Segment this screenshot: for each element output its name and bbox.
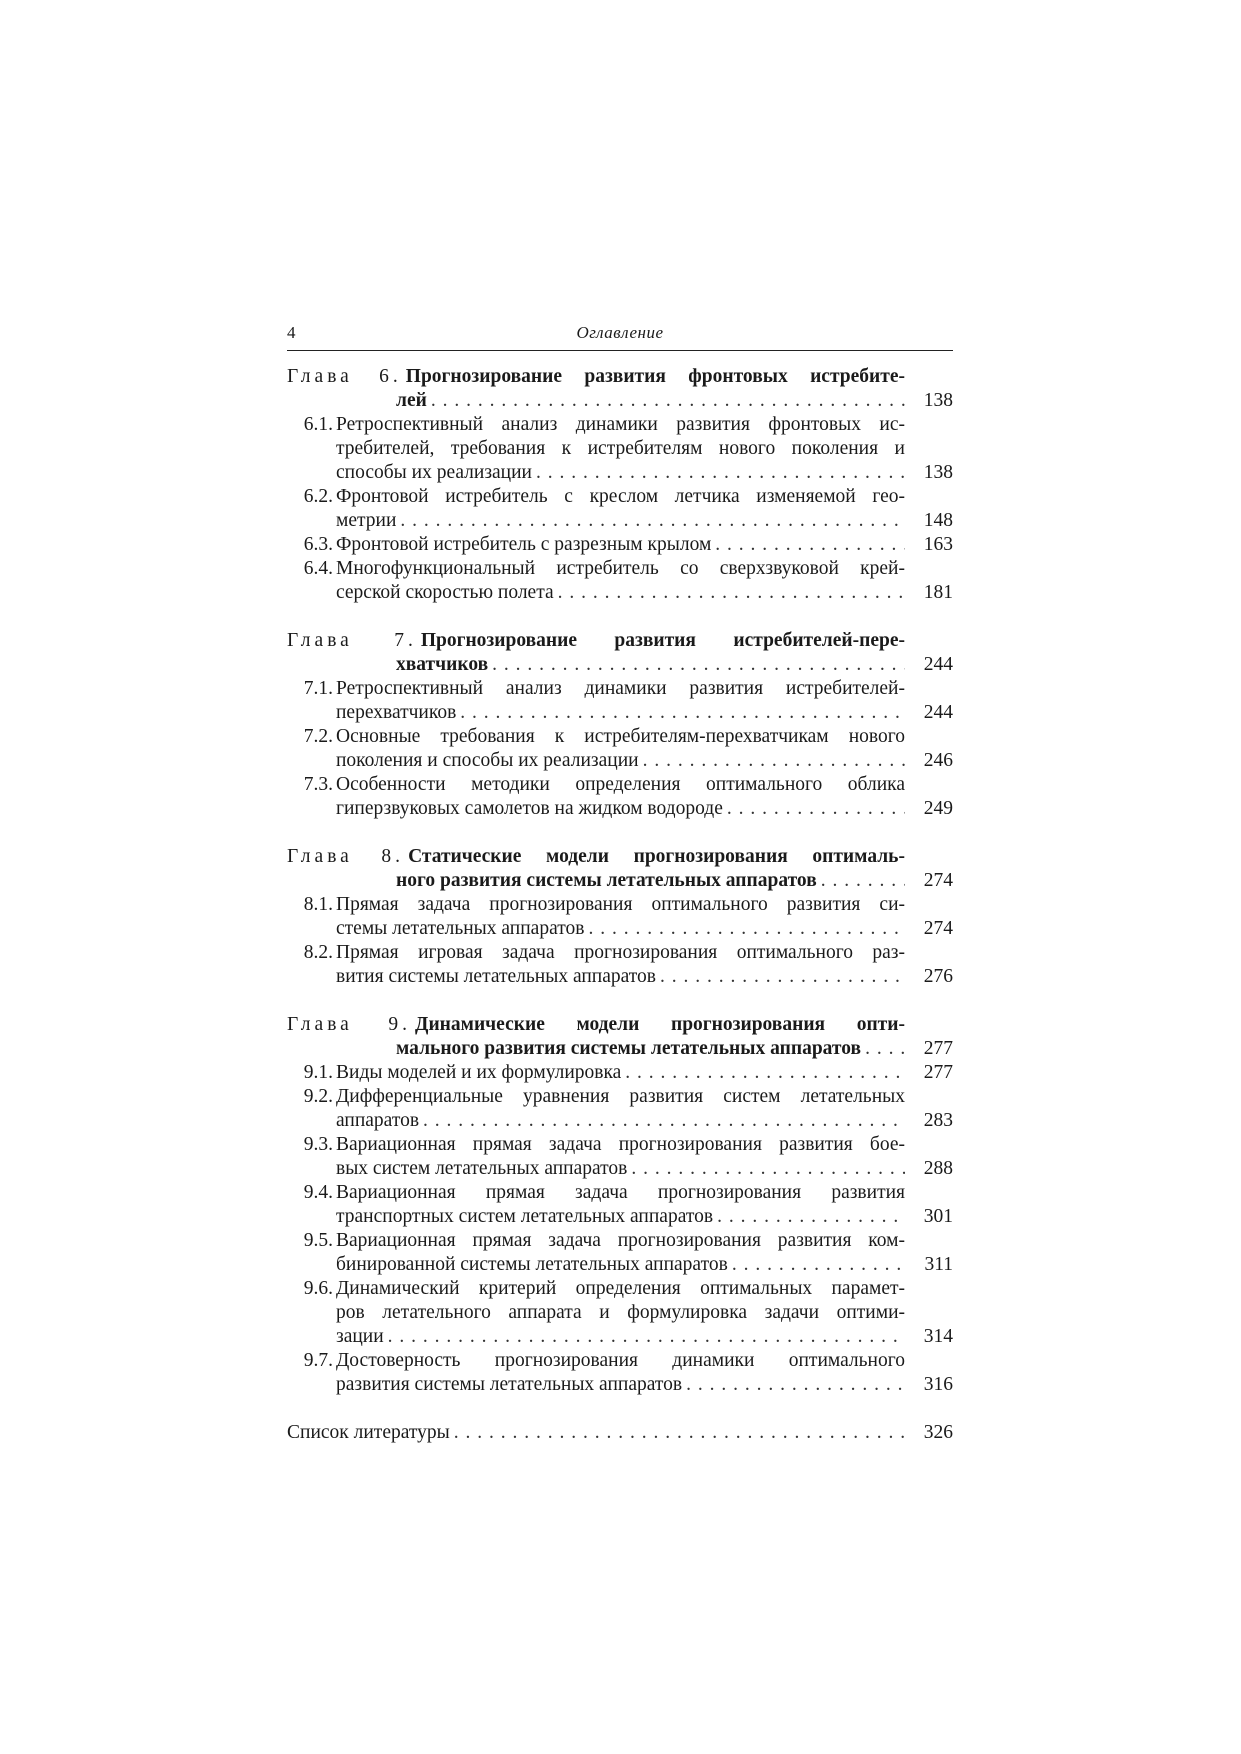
section-number: 9.6.	[303, 1278, 333, 1299]
chapter-title-part1: Прогнозирование развития истребителей-пере-	[420, 630, 905, 651]
chapter-entry	[287, 365, 953, 605]
section-entry[interactable]	[287, 773, 953, 821]
chapter-label: Глава 6.	[287, 366, 402, 387]
chapter-heading-line	[287, 629, 953, 653]
chapter-title-part2: лей	[396, 390, 427, 411]
section-page-number: 311	[924, 1254, 953, 1275]
section-title-last-line	[336, 461, 953, 485]
section-title-text: серской скоростью полета	[336, 582, 554, 603]
leader-dots	[728, 1253, 905, 1277]
section-title-text: бинированной системы летательных аппаратов	[336, 1254, 728, 1275]
chapter-page-number: 138	[923, 390, 953, 411]
chapter-title-part1: Прогнозирование развития фронтовых истребите-	[405, 366, 905, 387]
section-number: 9.5.	[303, 1230, 333, 1251]
leader-dots	[711, 533, 905, 557]
toc-page	[287, 320, 953, 1445]
leader-dots	[656, 965, 905, 989]
leader-dots	[396, 509, 905, 533]
chapter-label: Глава 7.	[287, 630, 417, 651]
chapter-label: Глава 8.	[287, 846, 405, 867]
leader-dots	[554, 581, 905, 605]
section-title-line: ров летательного аппарата и формулировка задачи оптими-	[336, 1302, 905, 1323]
leader-dots	[419, 1109, 905, 1133]
section-number: 9.1.	[303, 1062, 333, 1083]
leader-dots	[488, 653, 905, 677]
chapter-heading-line-last[interactable]	[287, 389, 953, 413]
running-header	[287, 320, 953, 351]
section-title-text: развития системы летательных аппаратов	[336, 1374, 683, 1395]
chapter-heading-line-last[interactable]	[287, 653, 953, 677]
section-entry[interactable]	[287, 725, 953, 773]
section-entry[interactable]	[287, 1181, 953, 1229]
leader-dots	[450, 1421, 905, 1445]
section-title-last-line	[336, 509, 953, 533]
section-title-line: Особенности методики определения оптимального облика	[336, 774, 905, 795]
section-title-last-line	[336, 1373, 953, 1397]
section-title-text: поколения и способы их реализации	[336, 750, 639, 771]
chapter-page-number: 277	[923, 1038, 953, 1059]
section-page-number: 246	[923, 750, 953, 771]
section-title-line: Дифференциальные уравнения развития систем летательных	[336, 1086, 905, 1107]
section-entry[interactable]	[287, 1061, 953, 1085]
section-title-line: Ретроспективный анализ динамики развития фронтовых ис-	[336, 414, 905, 435]
section-number: 7.3.	[303, 774, 333, 795]
section-entry[interactable]	[287, 1133, 953, 1181]
section-number: 6.1.	[303, 414, 333, 435]
section-page-number: 244	[923, 702, 953, 723]
section-title-last-line	[336, 1253, 953, 1277]
leader-dots	[456, 701, 905, 725]
section-number: 7.2.	[303, 726, 333, 747]
section-title-line: Ретроспективный анализ динамики развития истребителей-	[336, 678, 905, 699]
chapter-title-part2: мального развития системы летательных аппаратов	[396, 1038, 862, 1059]
bibliography-label: Список литературы	[287, 1422, 450, 1443]
leader-dots	[532, 461, 905, 485]
section-title-last-line	[336, 749, 953, 773]
chapter-title-part2: ного развития системы летательных аппаратов	[396, 870, 817, 891]
section-title-line: Прямая игровая задача прогнозирования оптимального раз-	[336, 942, 905, 963]
section-title-text: зации	[336, 1326, 384, 1347]
section-entry[interactable]	[287, 1085, 953, 1133]
section-title-text: стемы летательных аппаратов	[336, 918, 585, 939]
leader-dots	[427, 389, 905, 413]
leader-dots	[861, 1037, 905, 1061]
section-entry[interactable]	[287, 533, 953, 557]
section-number: 6.4.	[303, 558, 333, 579]
leader-dots	[723, 797, 905, 821]
section-entry[interactable]	[287, 1349, 953, 1397]
chapter-entry	[287, 629, 953, 821]
section-title-text: Фронтовой истребитель с разрезным крылом	[336, 534, 712, 555]
chapter-title-part2: хватчиков	[396, 654, 489, 675]
section-page-number: 301	[923, 1206, 953, 1227]
section-title-line: Многофункциональный истребитель со сверхзвуковой крей-	[336, 558, 905, 579]
leader-dots	[817, 869, 905, 893]
section-title-last-line	[336, 797, 953, 821]
section-title-line: требителей, требования к истребителям нового поколения и	[336, 438, 905, 459]
section-number: 9.3.	[303, 1134, 333, 1155]
section-title-line: Основные требования к истребителям-перехватчикам нового	[336, 726, 905, 747]
section-title-text: транспортных систем летательных аппаратов	[336, 1206, 714, 1227]
section-title-last-line	[336, 917, 953, 941]
section-title-last-line	[336, 1325, 953, 1349]
chapter-label: Глава 9.	[287, 1014, 412, 1035]
section-page-number: 138	[923, 462, 953, 483]
section-title-last-line	[336, 1061, 953, 1085]
chapter-entry	[287, 845, 953, 989]
section-entry[interactable]	[287, 941, 953, 989]
section-title-last-line	[336, 1157, 953, 1181]
section-entry[interactable]	[287, 413, 953, 485]
section-title-text: Виды моделей и их формулировка	[336, 1062, 622, 1083]
section-title-line: Вариационная прямая задача прогнозирования развития	[336, 1182, 905, 1203]
leader-dots	[621, 1061, 905, 1085]
chapter-heading-line	[287, 845, 953, 869]
section-number: 9.7.	[303, 1350, 333, 1371]
section-entry[interactable]	[287, 557, 953, 605]
section-page-number: 148	[923, 510, 953, 531]
section-title-last-line	[336, 701, 953, 725]
page-number: 4	[287, 323, 296, 342]
chapter-heading-line-last[interactable]	[287, 869, 953, 893]
section-title-text: вития системы летательных аппаратов	[336, 966, 656, 987]
section-title-last-line	[336, 1109, 953, 1133]
section-page-number: 277	[923, 1062, 953, 1083]
section-page-number: 283	[923, 1110, 953, 1131]
leader-dots	[682, 1373, 905, 1397]
section-number: 8.1.	[303, 894, 333, 915]
section-title-text: аппаратов	[336, 1110, 420, 1131]
section-title-last-line	[336, 581, 953, 605]
leader-dots	[384, 1325, 905, 1349]
table-of-contents	[287, 365, 953, 1445]
section-page-number: 181	[923, 582, 953, 603]
leader-dots	[639, 749, 905, 773]
leader-dots	[713, 1205, 905, 1229]
chapter-page-number: 244	[923, 654, 953, 675]
section-title-line: Фронтовой истребитель с креслом летчика изменяемой гео-	[336, 486, 905, 507]
section-page-number: 314	[923, 1326, 953, 1347]
leader-dots	[627, 1157, 905, 1181]
chapter-page-number: 274	[923, 870, 953, 891]
section-number: 9.2.	[303, 1086, 333, 1107]
section-number: 6.2.	[303, 486, 333, 507]
section-page-number: 274	[923, 918, 953, 939]
chapter-title-part1: Статические модели прогнозирования оптималь-	[408, 846, 905, 867]
section-title-text: перехватчиков	[336, 702, 457, 723]
section-title-text: вых систем летательных аппаратов	[336, 1158, 628, 1179]
section-entry[interactable]	[287, 1277, 953, 1349]
leader-dots	[584, 917, 905, 941]
chapter-heading-line	[287, 365, 953, 389]
section-page-number: 163	[923, 534, 953, 555]
section-entry[interactable]	[287, 1229, 953, 1277]
bibliography-entry[interactable]	[287, 1421, 953, 1445]
section-entry[interactable]	[287, 893, 953, 941]
section-title-last-line	[336, 965, 953, 989]
section-number: 8.2.	[303, 942, 333, 963]
section-entry[interactable]	[287, 485, 953, 533]
section-title-last-line	[336, 533, 953, 557]
section-title-line: Достоверность прогнозирования динамики оптимального	[336, 1350, 905, 1371]
section-title-line: Прямая задача прогнозирования оптимального развития си-	[336, 894, 905, 915]
section-number: 7.1.	[303, 678, 333, 699]
chapter-heading-line-last[interactable]	[287, 1037, 953, 1061]
section-title-line: Динамический критерий определения оптимальных парамет-	[336, 1278, 905, 1299]
section-page-number: 316	[923, 1374, 953, 1395]
section-title-last-line	[336, 1205, 953, 1229]
section-entry[interactable]	[287, 677, 953, 725]
chapter-entry	[287, 1013, 953, 1397]
section-title-text: способы их реализации	[336, 462, 532, 483]
chapter-title-part1: Динамические модели прогнозирования опти-	[415, 1014, 905, 1035]
section-title-line: Вариационная прямая задача прогнозирования развития бое-	[336, 1134, 905, 1155]
section-number: 9.4.	[303, 1182, 333, 1203]
section-title-text: метрии	[336, 510, 397, 531]
section-title-text: гиперзвуковых самолетов на жидком водороде	[336, 798, 723, 819]
section-page-number: 249	[923, 798, 953, 819]
section-title-line: Вариационная прямая задача прогнозирования развития ком-	[336, 1230, 905, 1251]
section-page-number: 276	[923, 966, 953, 987]
chapter-heading-line	[287, 1013, 953, 1037]
section-number: 6.3.	[303, 534, 333, 555]
section-page-number: 288	[923, 1158, 953, 1179]
running-title: Оглавление	[576, 323, 664, 342]
bibliography-page-number: 326	[923, 1422, 953, 1443]
